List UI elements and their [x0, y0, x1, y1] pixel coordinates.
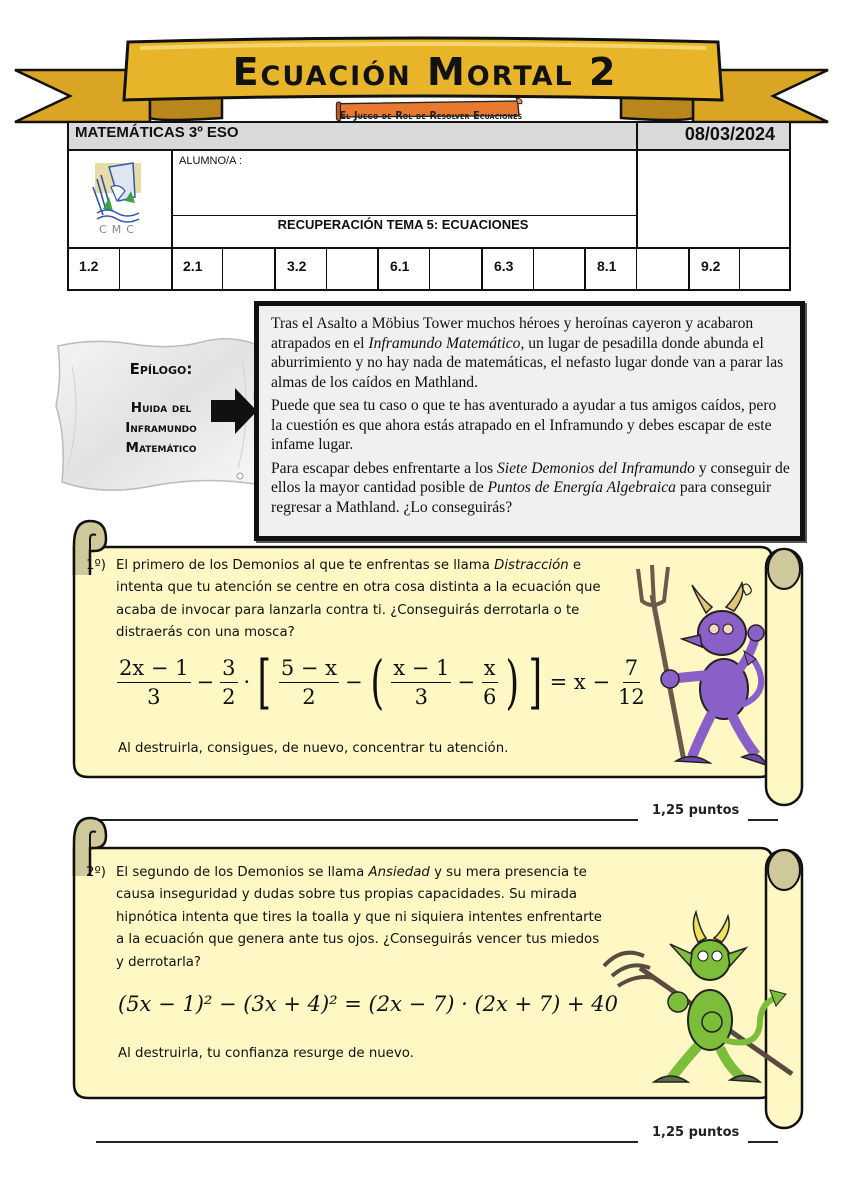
equation-2: (5x − 1)² − (3x + 4)² = (2x − 7) · (2x + 7) + 40: [118, 992, 619, 1016]
purple-demon-illustration: [626, 565, 766, 775]
student-name-field[interactable]: [247, 153, 632, 211]
intro-story-box: [254, 301, 805, 541]
question-2-text: 2º) El segundo de los Demonios se llama Ansiedad y su mera presencia te causa inseguridad y dudas sobre tus propias capacidades. Su mirada hipnótica intenta que tires la toalla y que ni siquiera intentes enfrentarte a la ecuación que genera ante tus ojos. ¿Conseguirás vencer tus miedos y derrotarla?: [86, 862, 606, 974]
school-logo: [89, 157, 149, 241]
question-2-closing: Al destruirla, tu confianza resurge de nuevo.: [118, 1046, 414, 1061]
epilogue-subtitle-line: Inframundo: [125, 420, 197, 436]
arrow-right-icon: [211, 388, 257, 434]
question-2-number: 2º): [86, 865, 106, 880]
criterion-2: 2.1: [183, 258, 203, 274]
banner-title: Ecuación Mortal 2: [232, 50, 618, 94]
intro-paragraph-1: Tras el Asalto a Möbius Tower muchos héroes y heroínas cayeron y acabaron atrapados en el Inframundo Matemático, un lugar de pesadilla donde abunda el aburrimiento y no hay nada de matemáticas, el nefasto lugar donde van a parar las almas de los caídos en Mathland.: [271, 315, 784, 391]
intro-paragraph-2: Puede que sea tu caso o que te has aventurado a ayudar a tus amigos caídos, pero la cuestión es que ahora estás atrapado en el Inframundo y debes escapar de este infame lugar.: [271, 397, 777, 453]
exam-date: 08/03/2024: [684, 124, 775, 144]
question-1-closing: Al destruirla, consigues, de nuevo, concentrar tu atención.: [118, 741, 509, 756]
question-1-number: 1º): [86, 558, 106, 573]
subject-label: MATEMÁTICAS 3º ESO: [75, 124, 239, 141]
demon-name: Ansiedad: [368, 865, 430, 880]
criterion-5: 6.3: [494, 258, 514, 274]
green-demon-illustration: [600, 910, 796, 1090]
epilogue-subtitle-line: Matemático: [125, 440, 197, 456]
question-1-text: 1º) El primero de los Demonios al que te enfrentas se llama Distracción e intenta que tu atención se centre en otra cosa distinta a la ecuación que acaba de invocar para lanzarla contra ti. ¿Conseguirás derrotarla o te distraerás con una mosca?: [86, 555, 616, 645]
criterion-4: 6.1: [390, 258, 410, 274]
school-logo-text: CMC: [99, 223, 139, 236]
student-name-label: ALUMNO/A :: [179, 155, 242, 167]
intro-paragraph-3: Para escapar debes enfrentarte a los Siete Demonios del Inframundo y conseguir de ellos la mayor cantidad posible de Puntos de Energía Algebraica para conseguir regresar a Mathland. ¿Lo conseguirás?: [271, 459, 790, 516]
question-1-points: 1,25 puntos: [652, 803, 740, 818]
header-table: [67, 121, 791, 291]
answer-line[interactable]: [96, 1141, 638, 1143]
question-1-scroll: [60, 515, 820, 815]
equation-1: $\frac{2x - 1}{3}$ − $\frac{3}{2}$ · [ $\frac{5 - x}{2}$ − ( $\frac{x - 1}{3}$ − $\frac{x}{6}$ ) ] = x − $\frac{7}{12}$: [119, 648, 645, 716]
demon-name: Distracción: [494, 558, 569, 573]
criterion-3: 3.2: [287, 258, 307, 274]
score-blank[interactable]: [748, 1141, 778, 1143]
criterion-1: 1.2: [79, 258, 99, 274]
exam-title: RECUPERACIÓN TEMA 5: ECUACIONES: [277, 217, 529, 232]
subtitle-text: El Juego de Rol de Resolver Ecuaciones: [339, 110, 523, 122]
criterion-7: 9.2: [701, 258, 721, 274]
criterion-6: 8.1: [597, 258, 617, 274]
epilogue-subtitle-line: Huida del: [130, 400, 192, 416]
epilogue-title: Epílogo:: [129, 360, 193, 378]
question-2-scroll: [60, 812, 820, 1142]
grade-box[interactable]: [640, 153, 787, 245]
question-2-points: 1,25 puntos: [652, 1125, 740, 1140]
